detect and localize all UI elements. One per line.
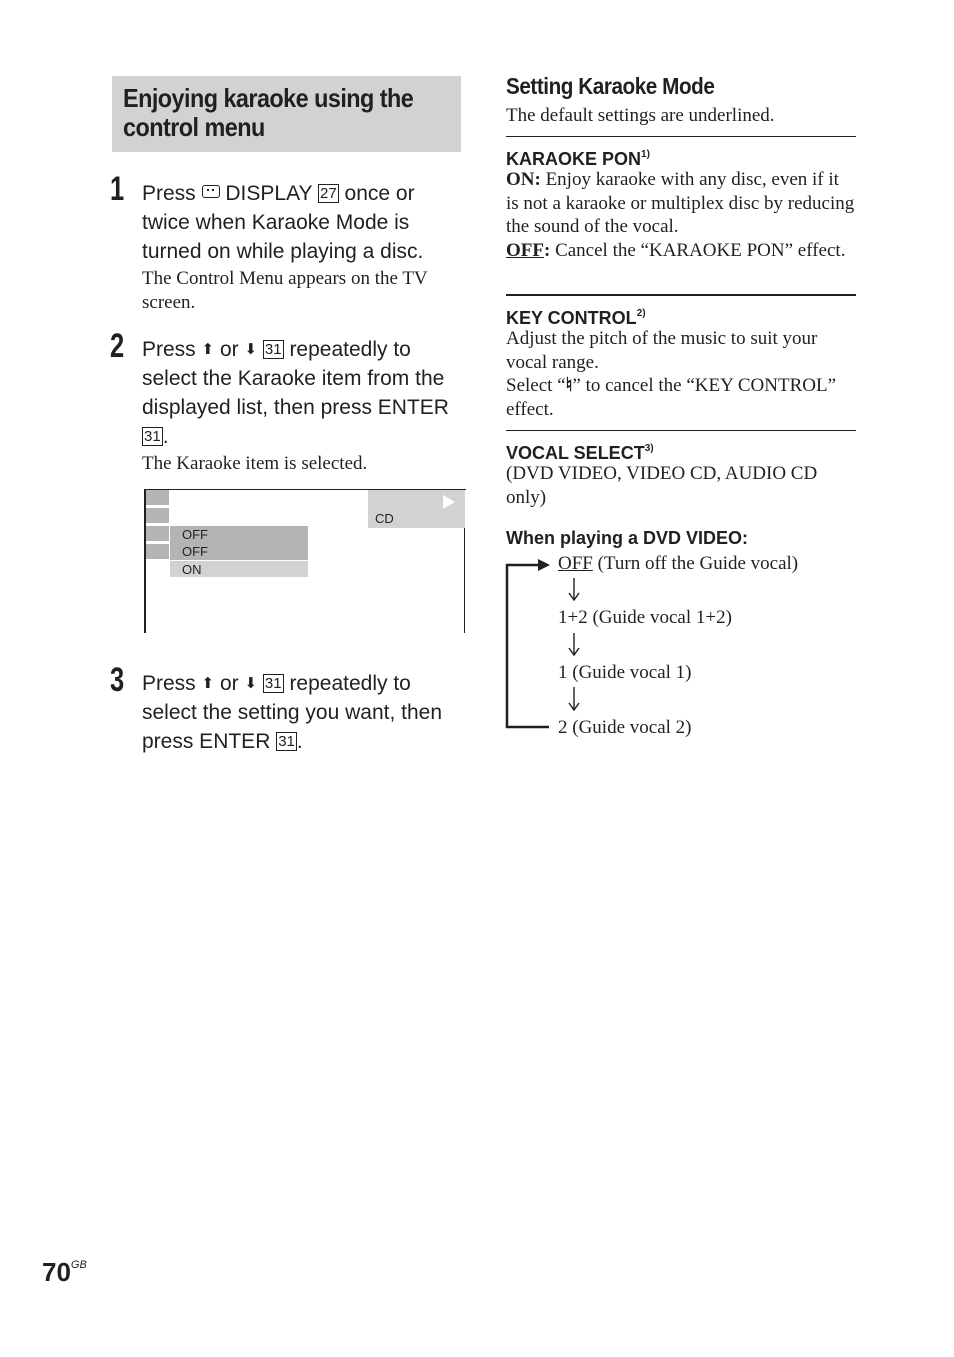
section-header [112, 76, 461, 152]
on-text: Enjoy karaoke with any disc, even if it is not a karaoke or multiplex disc by reducing the sound of the vocal. [506, 169, 855, 237]
key-control-desc: Adjust the pitch of the music to suit your vocal range. [506, 328, 818, 373]
step-1-number: 1 [110, 170, 125, 208]
button-ref-27: 27 [320, 185, 337, 202]
key-control-cancel-b: ” to cancel the “KEY CONTROL” effect. [506, 375, 837, 420]
down-arrow-icon [569, 633, 579, 655]
option-label: OFF [182, 544, 208, 559]
step-2-or: or [219, 338, 239, 361]
option-row[interactable] [170, 526, 308, 543]
step-2-period: . [162, 425, 169, 448]
play-icon [443, 495, 455, 509]
footnote-2: 2) [636, 308, 646, 319]
karaoke-pon-on-desc [506, 168, 856, 239]
step-2-press: Press [142, 338, 196, 361]
divider [506, 136, 856, 137]
footnote-3: 3) [644, 443, 654, 454]
step-3-period: . [296, 730, 303, 753]
down-arrow-icon: ⬇ [244, 675, 258, 692]
off-default-label: OFF [506, 240, 544, 261]
section-title: Enjoying karaoke using the control menu [123, 83, 414, 142]
page-suffix: GB [70, 1259, 87, 1271]
step-3-press: Press [142, 672, 196, 695]
menu-icon-1 [146, 490, 169, 507]
karaoke-pon-off-desc [506, 239, 856, 263]
key-control-cancel-desc [506, 374, 856, 421]
menu-icon-2 [146, 508, 169, 525]
karaoke-pon-title [506, 144, 650, 170]
button-ref-31: 31 [264, 341, 282, 358]
key-control-cancel-a: Select “ [506, 375, 566, 396]
down-arrow-icon [569, 578, 579, 600]
key-control-label: KEY CONTROL [506, 308, 637, 328]
step-1-text [142, 179, 467, 266]
up-arrow-icon: ⬆ [201, 341, 215, 358]
natural-key-icon: ♮ [565, 375, 573, 396]
vocal-select-label: VOCAL SELECT [506, 443, 645, 463]
off-colon: : [544, 240, 551, 261]
flow-item-1: 1 (Guide vocal 1) [558, 662, 692, 683]
dvd-video-title: When playing a DVD VIDEO: [506, 528, 749, 548]
footnote-1: 1) [641, 149, 650, 160]
step-2-rest: repeatedly to select the Karaoke item from the displayed list, then press ENTER [142, 338, 449, 419]
karaoke-mode-title: Setting Karaoke Mode [506, 73, 715, 99]
display-icon [202, 185, 220, 198]
disc-type-box [368, 490, 465, 528]
option-label: ON [182, 562, 202, 577]
step-2-text [142, 335, 467, 451]
loop-line [507, 565, 549, 727]
vocal-select-title [506, 438, 654, 464]
on-label: ON: [506, 169, 541, 190]
off-text: Cancel the “KARAOKE PON” effect. [555, 240, 846, 261]
option-row[interactable] [170, 561, 308, 577]
down-arrow-icon [569, 687, 579, 710]
step-3-rest: repeatedly to select the setting you want, then press ENTER [142, 672, 443, 753]
button-ref-31-enter: 31 [278, 733, 295, 750]
page-number [42, 1248, 87, 1289]
button-ref-31: 31 [264, 675, 282, 692]
flow-item-1-2: 1+2 (Guide vocal 1+2) [558, 607, 732, 628]
menu-icon-4 [146, 544, 169, 561]
page-number-value: 70 [42, 1257, 71, 1287]
option-row[interactable] [170, 543, 308, 560]
step-1-display-label: DISPLAY [225, 182, 313, 205]
flow-item-2: 2 (Guide vocal 2) [558, 717, 692, 738]
key-control-title [506, 303, 646, 329]
control-menu-screen [144, 489, 466, 633]
up-arrow-icon: ⬆ [201, 675, 215, 692]
default-settings-note: The default settings are underlined. [506, 105, 775, 126]
divider [506, 294, 856, 296]
step-1-press: Press [142, 182, 196, 205]
vocal-select-desc: (DVD VIDEO, VIDEO CD, AUDIO CD only) [506, 463, 818, 508]
step-3-text [142, 669, 467, 756]
flow-off-rest: (Turn off the Guide vocal) [592, 553, 799, 574]
karaoke-options-list [170, 526, 308, 577]
step-3-number: 3 [110, 661, 125, 699]
karaoke-pon-label: KARAOKE PON [506, 149, 642, 169]
step-2-number: 2 [110, 327, 125, 365]
option-label: OFF [182, 527, 208, 542]
loop-arrowhead [538, 559, 550, 571]
step-1-result: The Control Menu appears on the TV screen. [142, 268, 428, 313]
step-3-or: or [219, 672, 239, 695]
disc-type-label: CD [375, 511, 394, 526]
step-1-rest: once or twice when Karaoke Mode is turned on while playing a disc. [142, 182, 424, 263]
menu-icon-3 [146, 526, 169, 543]
flow-off-default: OFF [558, 553, 593, 574]
vocal-cycle-diagram [500, 555, 590, 740]
down-arrow-icon: ⬇ [244, 341, 258, 358]
button-ref-31-enter: 31 [144, 428, 161, 445]
flow-item-off [558, 552, 798, 576]
divider [506, 430, 856, 431]
step-2-result: The Karaoke item is selected. [142, 453, 368, 474]
